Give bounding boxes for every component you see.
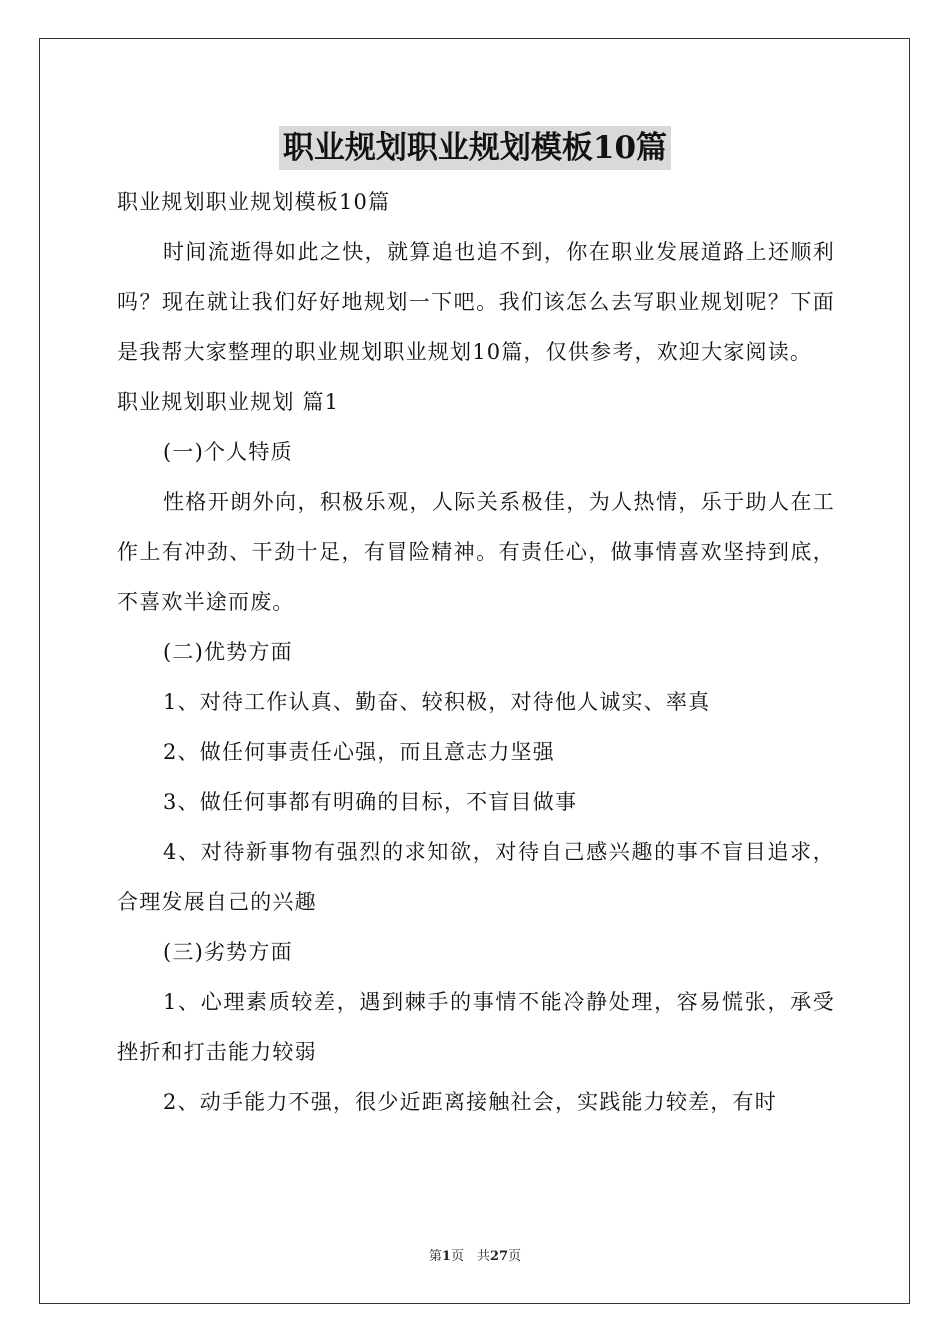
section-heading: 职业规划职业规划 篇1 xyxy=(117,390,340,414)
list-item: 3、做任何事都有明确的目标，不盲目做事 xyxy=(163,790,578,814)
list-item: 4、对待新事物有强烈的求知欲，对待自己感兴趣的事不盲目追求，合理发展自己的兴趣 xyxy=(117,840,835,914)
document-body xyxy=(117,177,835,1127)
footer-prefix: 第 xyxy=(428,1249,442,1264)
list-item: 1、对待工作认真、勤奋、较积极，对待他人诚实、率真 xyxy=(163,690,711,714)
title-wrap xyxy=(0,126,950,170)
footer-suffix: 页 xyxy=(508,1249,522,1264)
subsection-heading: (二)优势方面 xyxy=(163,640,293,664)
list-item: 2、做任何事责任心强，而且意志力坚强 xyxy=(163,740,555,764)
page-total: 27 xyxy=(489,1249,509,1264)
paragraph: 时间流逝得如此之快，就算追也追不到，你在职业发展道路上还顺利吗？现在就让我们好好地规划一下吧。我们该怎么去写职业规划呢？下面是我帮大家整理的职业规划职业规划10篇，仅供参考，欢迎大家阅读。 xyxy=(117,240,835,364)
document-title: 职业规划职业规划模板10篇 xyxy=(279,126,671,170)
list-item: 2、动手能力不强，很少近距离接触社会，实践能力较差，有时 xyxy=(163,1090,777,1114)
paragraph: 性格开朗外向，积极乐观，人际关系极佳，为人热情，乐于助人在工作上有冲劲、干劲十足，有冒险精神。有责任心，做事情喜欢坚持到底，不喜欢半途而废。 xyxy=(117,490,835,614)
subsection-heading: (一)个人特质 xyxy=(163,440,293,464)
paragraph: 职业规划职业规划模板10篇 xyxy=(117,190,391,214)
subsection-heading: (三)劣势方面 xyxy=(163,940,293,964)
page-current: 1 xyxy=(441,1249,451,1264)
footer-mid: 页 共 xyxy=(450,1249,490,1264)
list-item: 1、心理素质较差，遇到棘手的事情不能冷静处理，容易慌张，承受挫折和打击能力较弱 xyxy=(117,990,835,1064)
page-footer xyxy=(0,1248,950,1266)
